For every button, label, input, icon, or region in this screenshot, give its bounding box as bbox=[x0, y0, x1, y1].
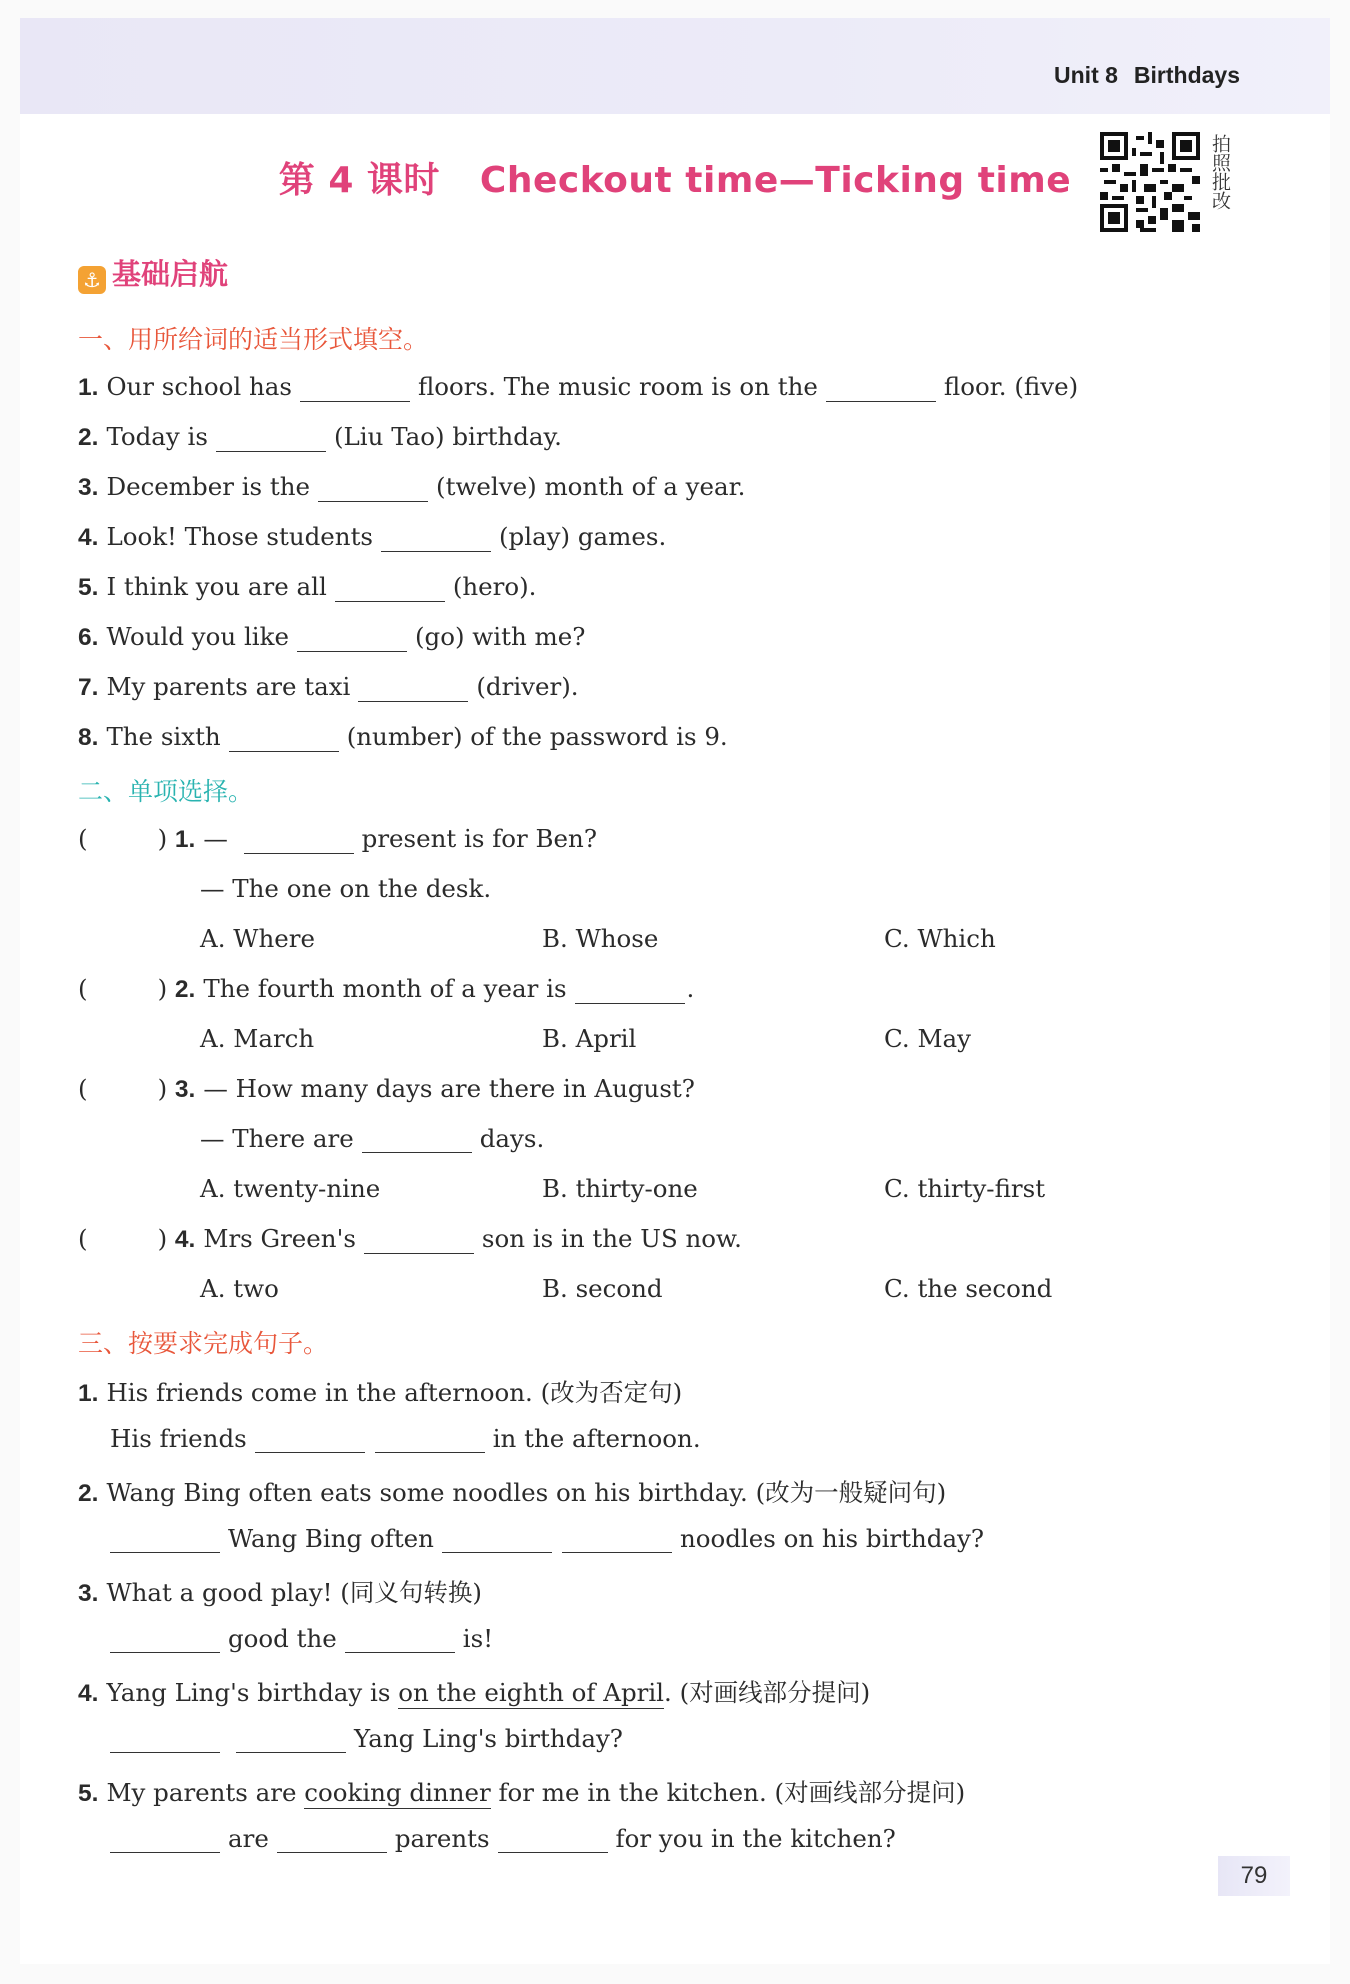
option-b[interactable]: B. second bbox=[542, 1274, 663, 1303]
part3-item-1 bbox=[78, 1374, 682, 1409]
part1-item-3 bbox=[78, 472, 745, 502]
section-heading-text: 基础启航 bbox=[112, 257, 229, 291]
item-text: floor. (five) bbox=[943, 372, 1079, 401]
answer-blank[interactable] bbox=[362, 1126, 472, 1153]
qr-code-icon[interactable] bbox=[1100, 132, 1200, 232]
item-text: — bbox=[203, 824, 236, 853]
option-a[interactable]: A. twenty-nine bbox=[200, 1174, 381, 1203]
answer-blank[interactable] bbox=[318, 475, 428, 502]
item-text: Yang Ling's birthday? bbox=[354, 1724, 623, 1753]
part3-item-2 bbox=[78, 1474, 946, 1509]
part3-answer-1 bbox=[110, 1424, 701, 1453]
item-text: floors. The music room is on the bbox=[417, 372, 818, 401]
part3-answer-4 bbox=[102, 1724, 623, 1753]
item-text: — There are bbox=[200, 1124, 354, 1153]
answer-blank[interactable] bbox=[110, 1826, 220, 1853]
part1-item-4 bbox=[78, 522, 666, 552]
item-text: days. bbox=[479, 1124, 545, 1153]
answer-blank[interactable] bbox=[498, 1826, 608, 1853]
item-text: Would you like bbox=[106, 622, 289, 651]
item-number: 6. bbox=[78, 624, 99, 651]
answer-blank[interactable] bbox=[110, 1526, 220, 1553]
item-number: 7. bbox=[78, 674, 99, 701]
item-text: are bbox=[228, 1824, 269, 1853]
option-b[interactable]: B. Whose bbox=[542, 924, 659, 953]
answer-blank[interactable] bbox=[244, 827, 354, 854]
item-number: 1. bbox=[78, 1380, 99, 1407]
item-text: is! bbox=[462, 1624, 494, 1653]
lesson-name: Checkout time—Ticking time bbox=[479, 160, 1072, 201]
answer-blank[interactable] bbox=[381, 525, 491, 552]
part1-title: 一、用所给词的适当形式填空。 bbox=[78, 325, 429, 354]
part1-item-7 bbox=[78, 672, 579, 702]
part2-question-3 bbox=[78, 1074, 695, 1104]
part3-title: 三、按要求完成句子。 bbox=[78, 1329, 329, 1358]
underlined-text: on the eighth of April bbox=[398, 1678, 665, 1707]
anchor-icon: ⚓ bbox=[78, 266, 106, 294]
item-text: (twelve) month of a year. bbox=[436, 472, 746, 501]
part2-question-1 bbox=[78, 824, 597, 854]
part1-item-2 bbox=[78, 422, 562, 452]
qr-caption: 拍照批改 bbox=[1209, 134, 1231, 210]
answer-blank[interactable] bbox=[335, 575, 445, 602]
item-number: 1. bbox=[78, 374, 99, 401]
answer-paren[interactable]: ( ) bbox=[78, 1224, 168, 1253]
option-a[interactable]: A. Where bbox=[200, 924, 315, 953]
page-number: 79 bbox=[1218, 1856, 1290, 1896]
item-number: 3. bbox=[174, 1076, 196, 1103]
answer-blank[interactable] bbox=[255, 1426, 365, 1453]
answer-blank[interactable] bbox=[358, 675, 468, 702]
item-text: Look! Those students bbox=[106, 522, 373, 551]
part1-item-6 bbox=[78, 622, 585, 652]
option-c[interactable]: C. thirty-first bbox=[884, 1174, 1046, 1203]
item-text: My parents are bbox=[106, 1778, 305, 1807]
item-text: Our school has bbox=[106, 372, 292, 401]
option-a[interactable]: A. March bbox=[200, 1024, 315, 1053]
answer-blank[interactable] bbox=[229, 725, 339, 752]
item-text: What a good play! (同义句转换) bbox=[106, 1578, 482, 1607]
part2-question-4 bbox=[78, 1224, 742, 1254]
unit-title: Birthdays bbox=[1133, 62, 1240, 88]
item-text: . bbox=[686, 974, 695, 1003]
part3-answer-3 bbox=[102, 1624, 493, 1653]
answer-blank[interactable] bbox=[300, 375, 410, 402]
item-text: present is for Ben? bbox=[361, 824, 597, 853]
unit-header bbox=[1054, 62, 1240, 89]
item-text: (hero). bbox=[452, 572, 537, 601]
item-number: 3. bbox=[78, 474, 99, 501]
item-text: Wang Bing often eats some noodles on his birthday. (改为一般疑问句) bbox=[106, 1478, 947, 1507]
item-text: (play) games. bbox=[499, 522, 667, 551]
answer-blank[interactable] bbox=[277, 1826, 387, 1853]
section-heading bbox=[78, 252, 228, 294]
item-text: (go) with me? bbox=[414, 622, 586, 651]
item-text: The fourth month of a year is bbox=[203, 974, 567, 1003]
item-text: His friends bbox=[110, 1424, 247, 1453]
item-number: 3. bbox=[78, 1580, 99, 1607]
item-number: 4. bbox=[78, 1680, 99, 1707]
underlined-text: cooking dinner bbox=[304, 1778, 491, 1807]
item-text: for you in the kitchen? bbox=[615, 1824, 896, 1853]
item-number: 2. bbox=[174, 976, 196, 1003]
option-c[interactable]: C. the second bbox=[884, 1274, 1053, 1303]
part2-q1-line2: — The one on the desk. bbox=[200, 874, 492, 903]
item-text: Mrs Green's bbox=[203, 1224, 356, 1253]
part2-question-2 bbox=[78, 974, 694, 1004]
answer-blank[interactable] bbox=[110, 1726, 220, 1753]
part3-answer-2 bbox=[102, 1524, 984, 1553]
part3-item-3 bbox=[78, 1574, 482, 1609]
item-text: noodles on his birthday? bbox=[679, 1524, 985, 1553]
item-text: Today is bbox=[106, 422, 208, 451]
option-b[interactable]: B. thirty-one bbox=[542, 1174, 698, 1203]
answer-blank[interactable] bbox=[364, 1227, 474, 1254]
item-text: son is in the US now. bbox=[481, 1224, 742, 1253]
answer-blank[interactable] bbox=[375, 1426, 485, 1453]
item-number: 5. bbox=[78, 574, 99, 601]
item-number: 4. bbox=[174, 1226, 196, 1253]
answer-paren[interactable]: ( ) bbox=[78, 1074, 168, 1103]
answer-blank[interactable] bbox=[110, 1626, 220, 1653]
answer-blank[interactable] bbox=[216, 425, 326, 452]
answer-blank[interactable] bbox=[562, 1526, 672, 1553]
item-number: 1. bbox=[174, 826, 196, 853]
item-number: 2. bbox=[78, 1480, 99, 1507]
part3-item-4 bbox=[78, 1674, 870, 1709]
answer-blank[interactable] bbox=[442, 1526, 552, 1553]
item-text: parents bbox=[394, 1824, 490, 1853]
part2-title: 二、单项选择。 bbox=[78, 777, 254, 806]
item-text: I think you are all bbox=[106, 572, 327, 601]
item-text: The sixth bbox=[106, 722, 221, 751]
item-text: My parents are taxi bbox=[106, 672, 351, 701]
item-text: His friends come in the afternoon. (改为否定句) bbox=[106, 1378, 683, 1407]
option-c[interactable]: C. Which bbox=[884, 924, 996, 953]
item-text: (driver). bbox=[476, 672, 579, 701]
item-text: Yang Ling's birthday is bbox=[106, 1678, 399, 1707]
item-text: for me in the kitchen. (对画线部分提问) bbox=[490, 1778, 966, 1807]
option-c[interactable]: C. May bbox=[884, 1024, 971, 1053]
answer-blank[interactable] bbox=[826, 375, 936, 402]
item-text: December is the bbox=[106, 472, 311, 501]
item-text: (Liu Tao) birthday. bbox=[333, 422, 562, 451]
item-text: . (对画线部分提问) bbox=[664, 1678, 871, 1707]
item-number: 4. bbox=[78, 524, 99, 551]
item-number: 5. bbox=[78, 1780, 99, 1807]
answer-blank[interactable] bbox=[297, 625, 407, 652]
part1-item-8 bbox=[78, 722, 728, 752]
item-number: 2. bbox=[78, 424, 99, 451]
option-a[interactable]: A. two bbox=[200, 1274, 279, 1303]
part2-q3-line2 bbox=[200, 1124, 544, 1153]
lesson-number: 第 4 课时 bbox=[278, 160, 440, 201]
unit-label: Unit 8 bbox=[1054, 62, 1118, 88]
answer-paren[interactable]: ( ) bbox=[78, 824, 168, 853]
item-text: good the bbox=[228, 1624, 337, 1653]
option-b[interactable]: B. April bbox=[542, 1024, 637, 1053]
answer-blank[interactable] bbox=[236, 1726, 346, 1753]
item-text: (number) of the password is 9. bbox=[346, 722, 728, 751]
item-text: — How many days are there in August? bbox=[203, 1074, 695, 1103]
part3-item-5 bbox=[78, 1774, 965, 1809]
part1-item-5 bbox=[78, 572, 536, 602]
answer-blank[interactable] bbox=[345, 1626, 455, 1653]
item-text: in the afternoon. bbox=[492, 1424, 701, 1453]
item-number: 8. bbox=[78, 724, 99, 751]
answer-paren[interactable]: ( ) bbox=[78, 974, 168, 1003]
part3-answer-5 bbox=[102, 1824, 896, 1853]
item-text: Wang Bing often bbox=[228, 1524, 434, 1553]
answer-blank[interactable] bbox=[575, 977, 685, 1004]
part1-item-1 bbox=[78, 372, 1078, 402]
